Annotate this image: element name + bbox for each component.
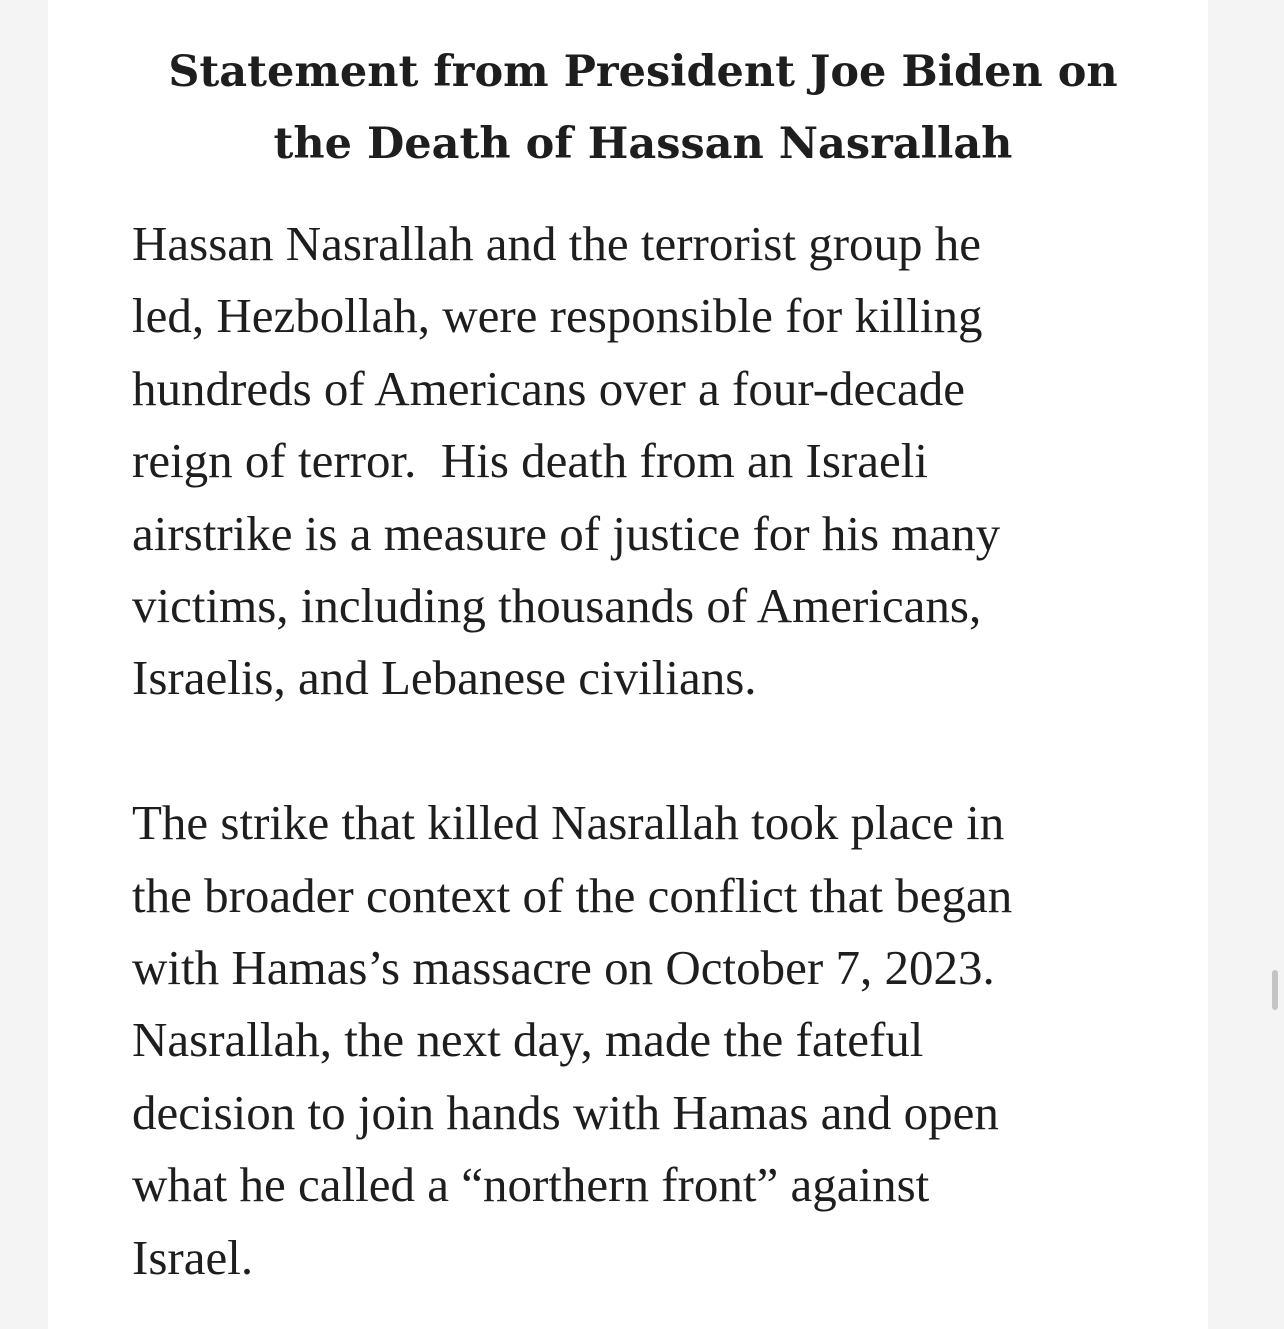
text-line: the broader context of the conflict that began <box>132 867 1013 923</box>
title-line: Statement from President Joe Biden on <box>168 47 1118 97</box>
text-line: Israelis, and Lebanese civilians. <box>132 650 757 706</box>
text-line: reign of terror. His death from an Israeli <box>132 433 928 489</box>
text-line: what he called a “northern front” against <box>132 1157 930 1213</box>
text-line: hundreds of Americans over a four-decade <box>132 360 966 416</box>
text-line: with Hamas’s massacre on October 7, 2023. <box>132 940 995 996</box>
text-line: led, Hezbollah, were responsible for killing <box>132 288 983 344</box>
text-line: Israel. <box>132 1229 254 1285</box>
text-line: Hassan Nasrallah and the terrorist group he <box>132 216 982 271</box>
text-line: victims, including thousands of Americans, <box>132 578 982 634</box>
statement-card <box>48 0 1208 1329</box>
text-line: The strike that killed Nasrallah took place in <box>132 795 1005 851</box>
text-line: airstrike is a measure of justice for his many <box>132 505 1001 561</box>
paragraph-1 <box>132 208 1142 715</box>
text-line: Nasrallah, the next day, made the fateful <box>132 1012 924 1068</box>
statement-title <box>138 36 1148 180</box>
paragraph-2 <box>132 787 1142 1294</box>
title-line: the Death of Hassan Nasrallah <box>273 119 1013 169</box>
statement-body <box>132 208 1142 1294</box>
scrollbar-thumb[interactable] <box>1272 970 1278 1010</box>
text-line: decision to join hands with Hamas and open <box>132 1084 999 1140</box>
